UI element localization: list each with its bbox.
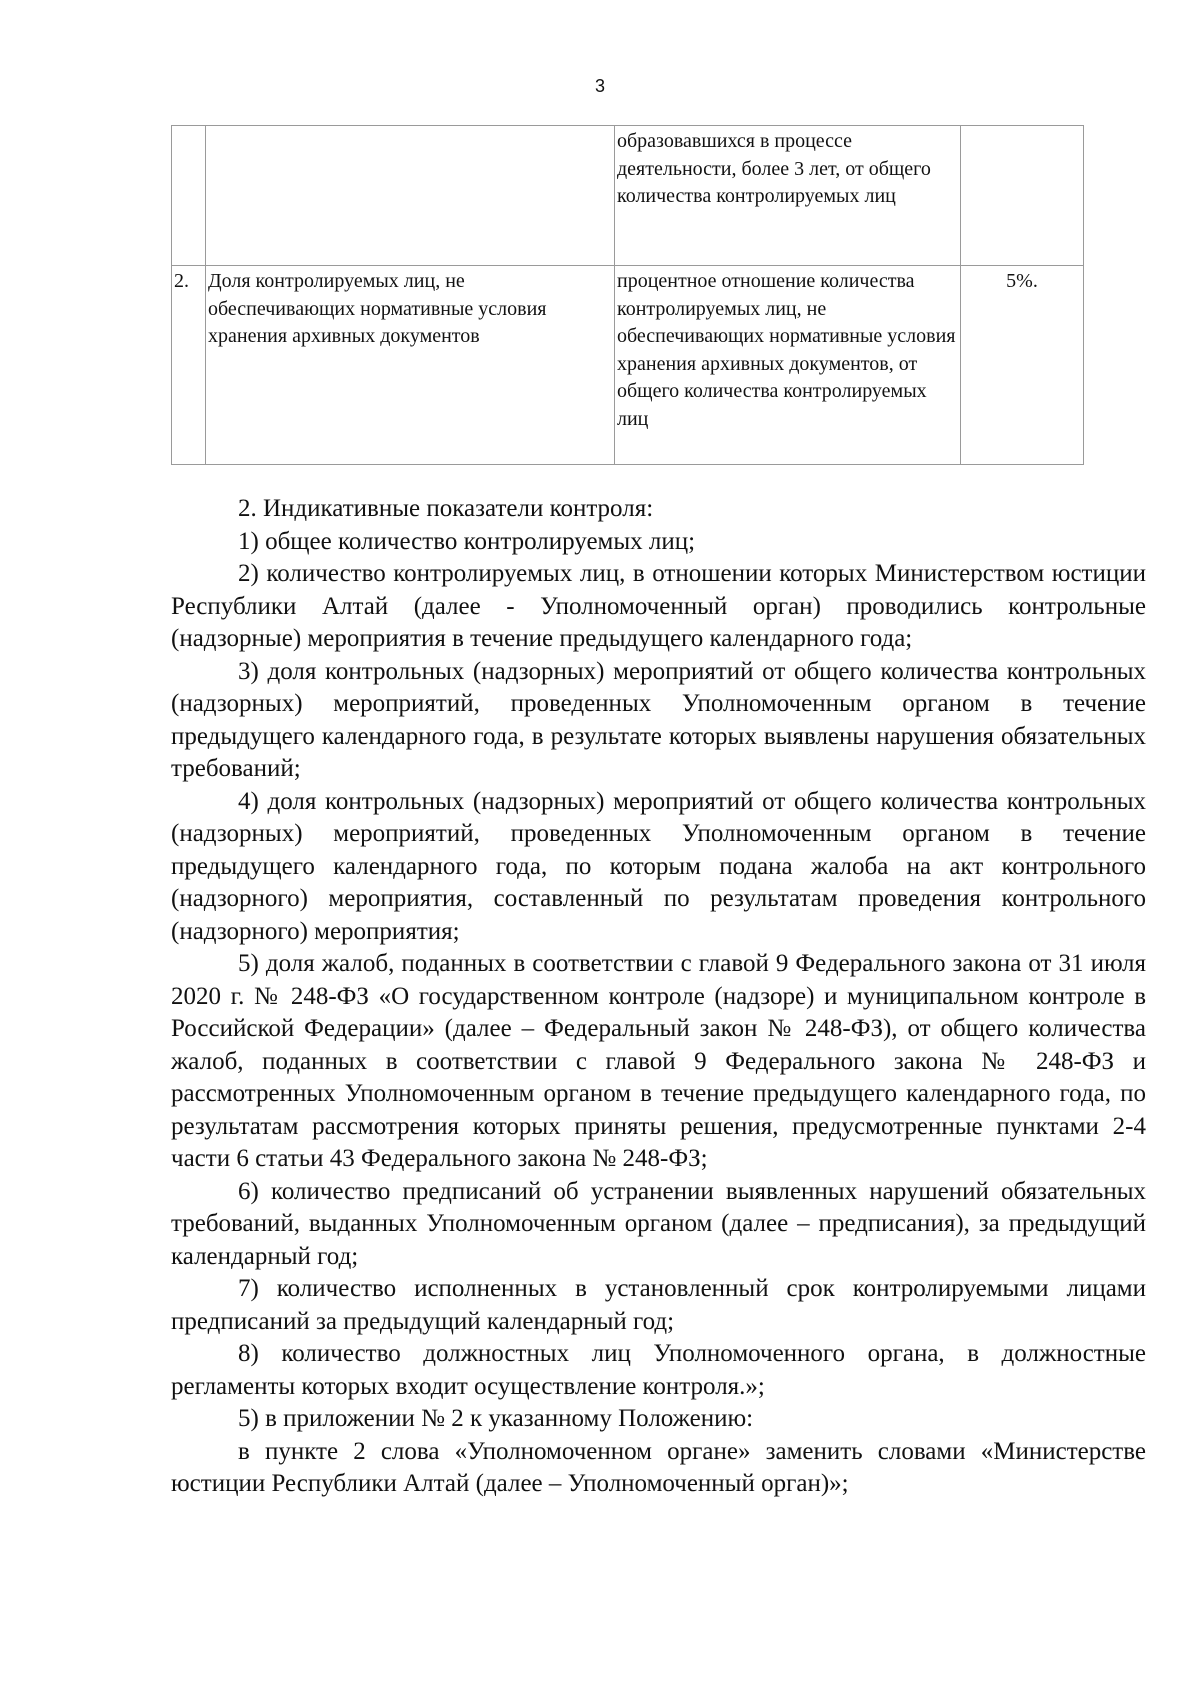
section-heading: 2. Индикативные показатели контроля: bbox=[238, 495, 654, 522]
list-item: 3) доля контрольных (надзорных) мероприятий от общего количества контрольных (надзорных) мероприятий, проведенных Уполномоченным органом в течение предыдущего календарного года, в результате которых выявлены нарушения обязательных требований; bbox=[171, 657, 1146, 782]
row-number-cell bbox=[172, 126, 206, 266]
indicator-name-cell: Доля контролируемых лиц, не обеспечивающих нормативные условия хранения архивных документов bbox=[206, 266, 615, 465]
row-number-cell: 2. bbox=[172, 266, 206, 465]
table-row bbox=[172, 126, 1084, 266]
list-item: 7) количество исполненных в установленный срок контролируемыми лицами предписаний за предыдущий календарный год; bbox=[171, 1275, 1146, 1335]
calculation-method-cell: образовавшихся в процессе деятельности, более 3 лет, от общего количества контролируемых лиц bbox=[615, 126, 961, 266]
list-item: 2) количество контролируемых лиц, в отношении которых Министерством юстиции Республики Алтай (далее - Уполномоченный орган) проводились контрольные (надзорные) мероприятия в течение предыдущего календарного года; bbox=[171, 560, 1146, 652]
calculation-method-cell: процентное отношение количества контролируемых лиц, не обеспечивающих нормативные условия хранения архивных документов, от общего количества контролируемых лиц bbox=[615, 266, 961, 465]
indicator-name-cell bbox=[206, 126, 615, 266]
document-body bbox=[171, 493, 1146, 1501]
amendment-paragraph: в пункте 2 слова «Уполномоченном органе» заменить словами «Министерстве юстиции Республики Алтай (далее – Уполномоченный орган)»; bbox=[171, 1437, 1146, 1497]
amendment-paragraph: 5) в приложении № 2 к указанному Положению: bbox=[238, 1405, 754, 1432]
target-value-cell bbox=[961, 126, 1084, 266]
list-item: 6) количество предписаний об устранении выявленных нарушений обязательных требований, выданных Уполномоченным органом (далее – предписания), за предыдущий календарный год; bbox=[171, 1177, 1146, 1270]
list-item: 8) количество должностных лиц Уполномоченного органа, в должностные регламенты которых входит осуществление контроля.»; bbox=[171, 1340, 1146, 1400]
page-number: 3 bbox=[594, 76, 605, 96]
table-row bbox=[172, 266, 1084, 465]
list-item: 4) доля контрольных (надзорных) мероприятий от общего количества контрольных (надзорных) мероприятий, проведенных Уполномоченным органом в течение предыдущего календарного года, по которым подана жалоба на акт контрольного (надзорного) мероприятия, составленный по результатам проведения контрольного (надзорного) мероприятия; bbox=[171, 787, 1146, 945]
indicators-table bbox=[171, 125, 1084, 465]
list-item: 5) доля жалоб, поданных в соответствии с главой 9 Федерального закона от 31 июля 2020 г. № 248-ФЗ «О государственном контроле (надзоре) и муниципальном контроле в Российской Федерации» (далее – Федеральный закон № 248-ФЗ), от общего количества жалоб, поданных в соответствии с главой 9 Федерального закона № 248-ФЗ и рассмотренных Уполномоченным органом в течение предыдущего календарного года, по результатам рассмотрения которых приняты решения, предусмотренные пунктами 2-4 части 6 статьи 43 Федерального закона № 248-ФЗ; bbox=[171, 950, 1146, 1172]
target-value-cell: 5%. bbox=[961, 266, 1084, 465]
list-item: 1) общее количество контролируемых лиц; bbox=[238, 527, 696, 555]
